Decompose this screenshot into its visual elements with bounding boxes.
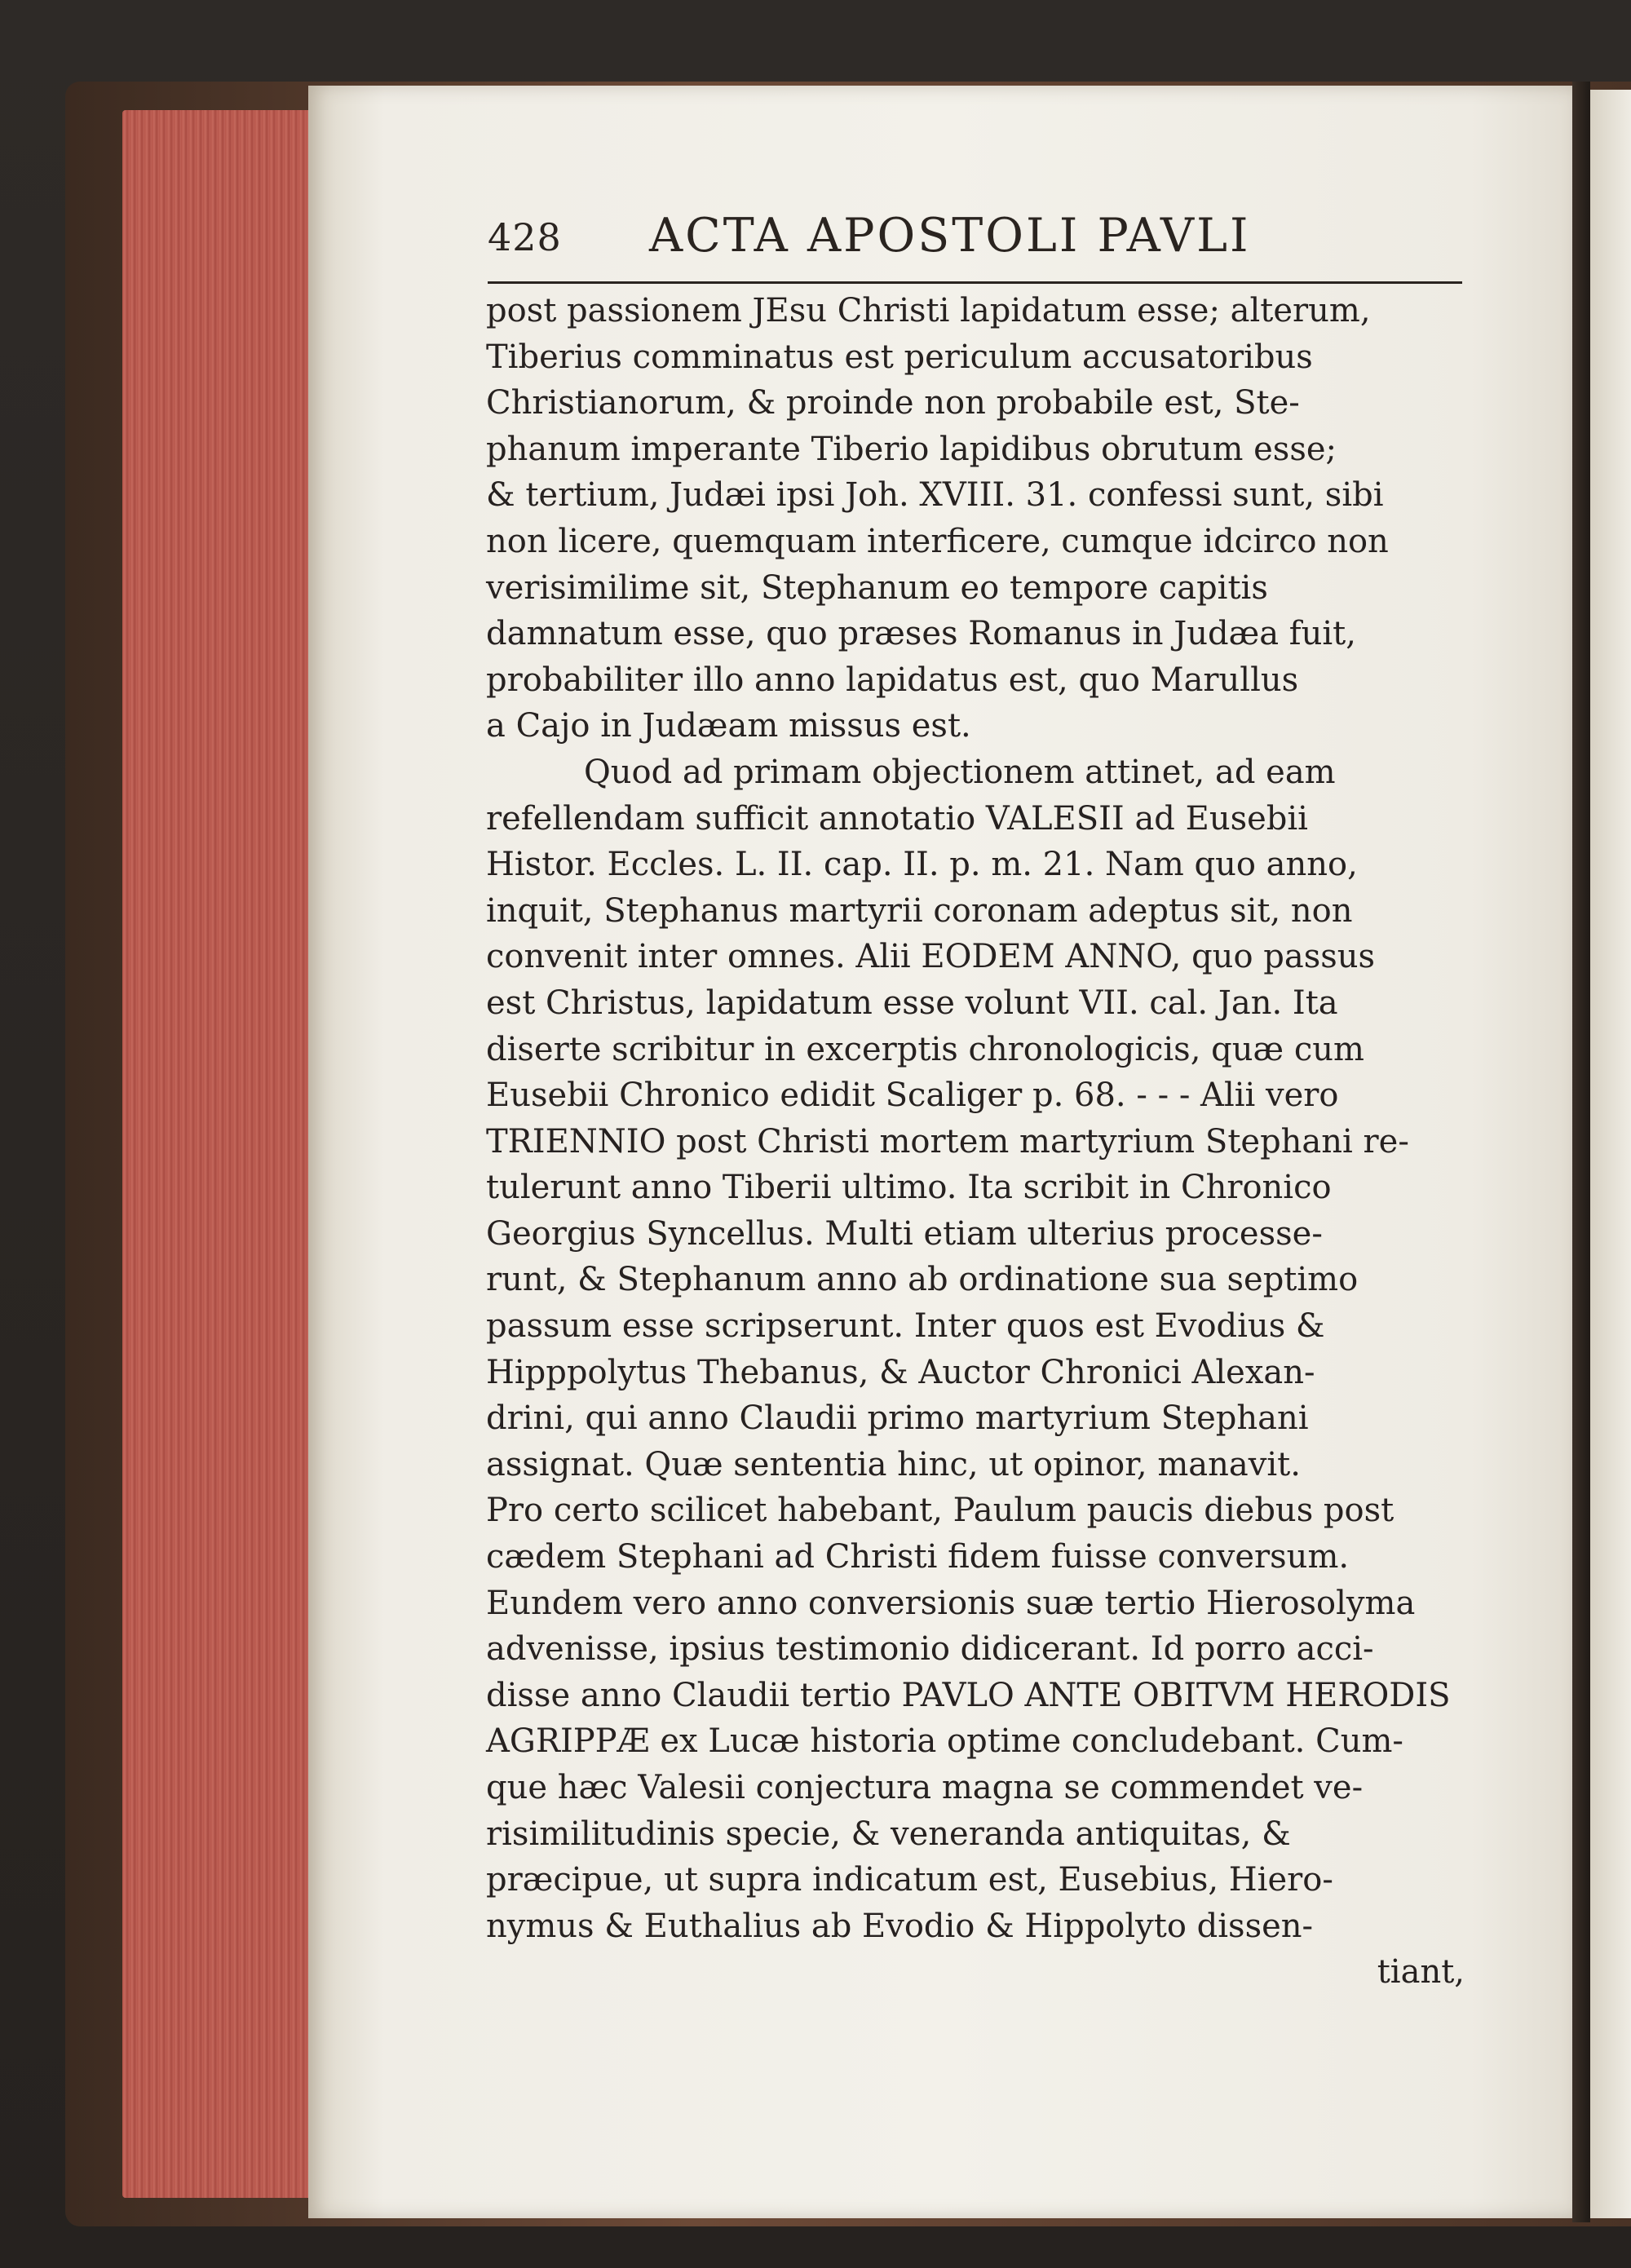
text-line: Pro certo scilicet habebant, Paulum paucis diebus post <box>486 1492 1395 1530</box>
text-line: phanum imperante Tiberio lapidibus obrutum esse; <box>486 430 1337 468</box>
text-line: probabiliter illo anno lapidatus est, quo Marullus <box>486 661 1299 699</box>
running-title: ACTA APOSTOLI PAVLI <box>649 209 1251 263</box>
facing-page-edge <box>1590 90 1631 2218</box>
text-line: a Cajo in Judæam missus est. <box>486 707 971 745</box>
text-line: præcipue, ut supra indicatum est, Eusebius, Hiero- <box>486 1861 1333 1899</box>
text-line: Tiberius comminatus est periculum accusatoribus <box>486 338 1313 376</box>
text-line: AGRIPPÆ ex Lucæ historia optime concludebant. Cum- <box>486 1722 1403 1761</box>
text-line: verisimilime sit, Stephanum eo tempore capitis <box>486 568 1268 607</box>
text-line: TRIENNIO post Christi mortem martyrium Stephani re- <box>486 1122 1409 1161</box>
text-line: tulerunt anno Tiberii ultimo. Ita scribit in Chronico <box>486 1169 1332 1207</box>
text-line: diserte scribitur in excerptis chronologicis, quæ cum <box>486 1030 1364 1068</box>
body-text <box>486 288 1465 1996</box>
text-line: cædem Stephani ad Christi fidem fuisse conversum. <box>486 1538 1350 1576</box>
text-line: est Christus, lapidatum esse volunt VII. cal. Jan. Ita <box>486 984 1338 1022</box>
text-line: Eusebii Chronico edidit Scaliger p. 68. - - - Alii vero <box>486 1077 1339 1115</box>
text-line: nymus & Euthalius ab Evodio & Hippolyto dissen- <box>486 1907 1314 1945</box>
text-line: disse anno Claudii tertio PAVLO ANTE OBITVM HERODIS <box>486 1676 1451 1714</box>
text-line: advenisse, ipsius testimonio didicerant. Id porro acci- <box>486 1630 1374 1669</box>
text-line: damnatum esse, quo præses Romanus in Judæa fuit, <box>486 615 1356 653</box>
text-line: risimilitudinis specie, & veneranda antiquitas, & <box>486 1815 1291 1853</box>
text-line: & tertium, Judæi ipsi Joh. XVIII. 31. confessi sunt, sibi <box>486 476 1384 515</box>
text-line: convenit inter omnes. Alii EODEM ANNO, quo passus <box>486 938 1376 976</box>
text-line: Histor. Eccles. L. II. cap. II. p. m. 21. Nam quo anno, <box>486 846 1358 884</box>
text-line: runt, & Stephanum anno ab ordinatione sua septimo <box>486 1261 1359 1299</box>
text-line: que hæc Valesii conjectura magna se commendet ve- <box>486 1769 1364 1806</box>
header-rule <box>488 281 1462 284</box>
book-gutter <box>1572 82 1590 2222</box>
text-line: Eundem vero anno conversionis suæ tertio Hierosolyma <box>486 1584 1416 1622</box>
red-page-edges <box>122 110 318 2198</box>
page-number: 428 <box>488 215 562 259</box>
text-line: assignat. Quæ sententia hinc, ut opinor, manavit. <box>486 1445 1301 1483</box>
text-line: non licere, quemquam interficere, cumque idcirco non <box>486 522 1389 560</box>
paragraph-start-line: Quod ad primam objectionem attinet, ad eam <box>584 753 1336 791</box>
page-header <box>488 207 1462 281</box>
text-line: refellendam sufficit annotatio VALESII ad Eusebii <box>486 799 1308 838</box>
text-line: inquit, Stephanus martyrii coronam adeptus sit, non <box>486 891 1353 930</box>
catchword: tiant, <box>1377 1953 1465 1992</box>
text-line: Christianorum, & proinde non probabile est, Ste- <box>486 384 1300 422</box>
text-line: post passionem JEsu Christi lapidatum esse; alterum, <box>486 292 1371 329</box>
text-line: drini, qui anno Claudii primo martyrium Stephani <box>486 1399 1309 1438</box>
text-line: Georgius Syncellus. Multi etiam ulterius processe- <box>486 1214 1323 1253</box>
text-line: passum esse scripserunt. Inter quos est Evodius & <box>486 1307 1325 1346</box>
text-line: Hipppolytus Thebanus, & Auctor Chronici Alexan- <box>486 1353 1315 1391</box>
